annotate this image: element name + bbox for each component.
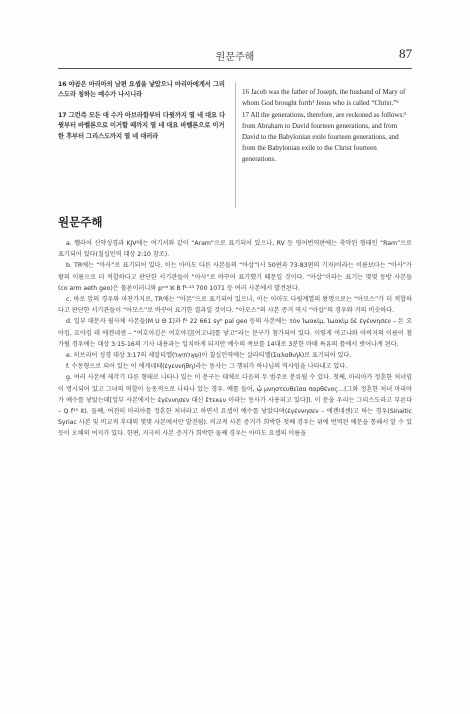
- english-verse-17: 17 All the generations, therefore, are reckoned as follows:⁵ from Abraham to David fourteen generations, and from David to the Babylonian exile fourteen generations, and from the Babylonian exile to the Christ fourteen generations.: [242, 111, 407, 163]
- korean-verse-17: 17 그런즉 모든 대 수가 아브라함부터 다윗까지 열 네 대요 다윗부터 바벨론으로 이거할 때까지 열 네 대요 바벨론으로 이거한 후부터 그리스도까지 열 네 대러라: [58, 111, 226, 140]
- note-c: c. 바로 앞의 경우와 마찬가지로, TR에는 “아몬”으로 표기되어 있으나, 이는 아마도 다윗계열의 왕명으로는 “아모스”가 더 적합하다고 판단한 서기관들이 “아모스”로 바꾸어 표기한 결과일 것이다. “아모스”의 사본 증거 역시 “아삽”의 경우와 거의 비슷하다.: [58, 296, 412, 315]
- english-verse-16: 16 Jacob was the father of Joseph, the husband of Mary of whom God brought forth¹ Jesus who is called “Christ.”⁶: [242, 88, 406, 107]
- column-divider: [235, 82, 236, 208]
- english-text-column: [242, 87, 412, 166]
- note-e: e. 히브리어 성경 대상 3:17의 세알티엘(שְׁאַלְתִּיאֵל)이 칠십인역에는 살라티엘(Σαλαθιήλ)로 표기되어 있다.: [66, 352, 352, 360]
- note-b: b. TR에는 “아사”로 표기되어 있다. 이는 아마도 다른 사본들의 “아삽”(시 50편과 73-83편의 기자)이라는 이름보다는 “아사”가 왕의 이름으로 더 적합하다고 판단한 서기관들이 “아사”로 바꾸어 표기했기 때문일 것이다. “아삽”이라는 표기는 몇몇 동방 사본들(co arm aeth geo)은 물론이러니와 pᵛⁱᵈ ℵ B f¹·¹³ 700 1071 등 여러 사본에서 발견된다.: [58, 262, 412, 292]
- textual-notes: [58, 238, 412, 440]
- page-number: 87: [399, 46, 412, 61]
- header-rule: [58, 68, 412, 69]
- note-g: g. 여러 사본에 제각기 다른 형태로 나타나 있는 이 문구는 대체로 다음의 두 범주로 분류될 수 있다. 첫째, 마리아가 정혼한 처녀임이 명시되어 있고 그녀의 역할이 능동적으로 나타나 있는 경우. 예를 들어, ᾧ μνηστευθεῖσα παρθένος…(그와 정혼한 처녀 마리아가 예수를 낳았는데[일부 사본에서는 ἐγέννησεν 대신 ἔτεκεν 이라는 동사가 사용되고 있다]). 이 문을 우리는 그리스도라고 부른다 – Q f¹³ it). 둘째, 여전히 마리아를 정혼한 처녀라고 하면서 요셉이 예수를 낳았다며(ἐγέννησεν – 에겐네센)고 하는 경우(Sinaitic Syriac 사본 및 비교적 후대의 몇몇 사본에서만 발견됨). 비교적 사본 증거가 희박한 첫째 경우는 위에 번역된 예문을 통해서 알 수 있듯이 오해의 여지가 있다. 한편, 지극히 사본 증거가 희박한 둘째 경우는 아마도 요셉의 이름을: [58, 374, 412, 438]
- korean-verse-16: 16 야곱은 마리아의 남편 요셉을 낳았으니 마리아에게서 그리스도라 칭하는 예수가 나시니라: [58, 81, 225, 99]
- page-header: [0, 46, 470, 66]
- running-head-section-title: 원문주해: [215, 52, 255, 63]
- korean-text-column: [58, 80, 230, 152]
- note-a: a. 헬라어 신약성경과 KJV에는 여기서와 같이 “Aram”으로 표기되어 있으나, RV 등 영어번역판에는 축약된 형태인 “Ram”으로 표기되어 있다(칠십인역 대상 2:10 참조).: [58, 240, 412, 259]
- notes-section-title: 원문주해: [58, 215, 103, 229]
- note-d: d. 일부 대문자 필사체 사본들(M U Θ Σ)과 f¹ 22 661 syʰ pal geo 등의 사본에는 τὸν Ἰωακίμ, Ἰωακὶμ δὲ ἐγέννησεν – 돈 요아킴, 요아킴 데 에겐네센 – “여호아김은 여호야김[여고냐]를 낳고”라는 문구가 첨가되어 있다. 이렇게 여고냐와 아버지의 이름이 첨가될 경우에는 대상 3:15-16의 기사 내용과는 일치하게 되지만 예수의 족보를 14대로 3분한 마태 특유의 틀에서 벗어나게 된다.: [58, 318, 412, 348]
- note-f: f. 수동형으로 되어 있는 이 에게네테(ἐγεννήθη)라는 동사는 그 행위가 하나님의 역사임을 나타내고 있다.: [66, 363, 348, 371]
